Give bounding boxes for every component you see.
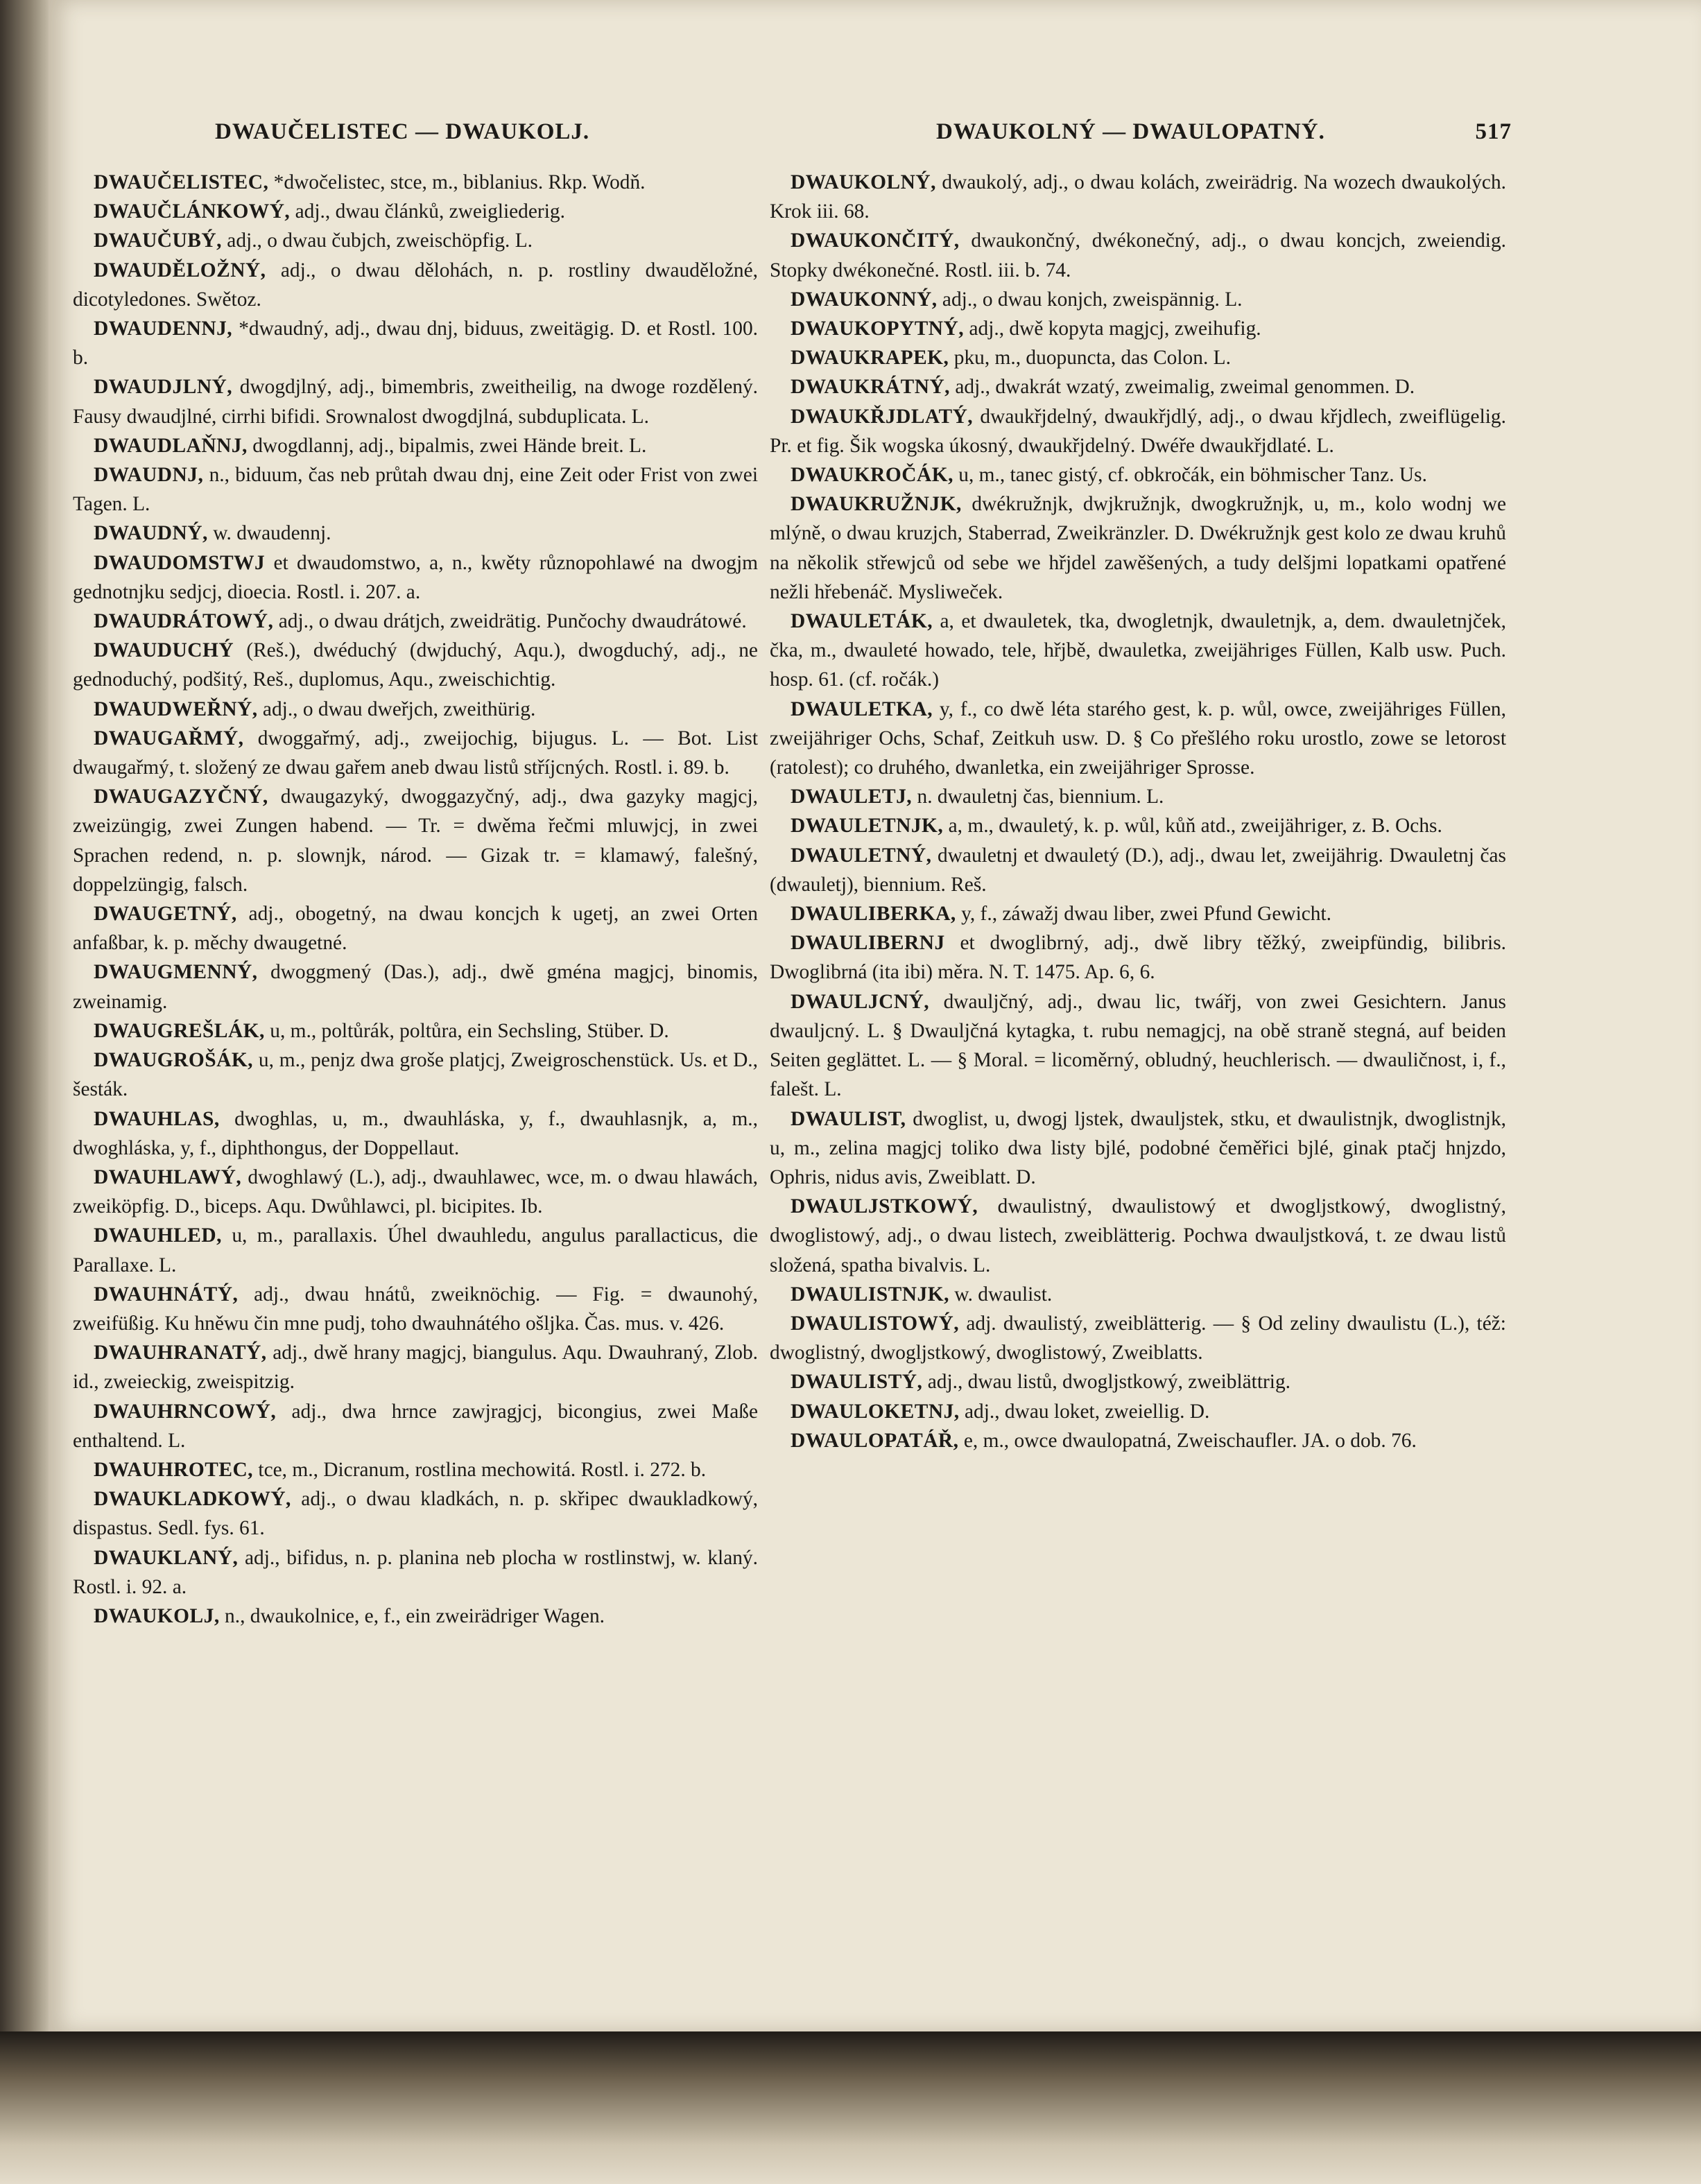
headword: DWAUKŘJDLATÝ, [791, 405, 974, 428]
entry [73, 1484, 758, 1543]
headword: DWAULIST, [791, 1107, 906, 1130]
entry [770, 607, 1506, 695]
headword: DWAUKLADKOWÝ, [94, 1488, 291, 1511]
entry-text: dwoglist, u, dwogj ljstek, dwauljstek, stku, et dwaulistnjk, dwoglistnjk, u, m., zelina magjcj toliko dwa listy bjlé, podobné čeměřici bjlé, ginak ptačj hnjzdo, Ophris, nidus avis, Zweiblatt. D. [770, 1107, 1506, 1188]
entry-text: dwaukončný, dwékonečný, adj., o dwau koncjch, zweiendig. Stopky dwékonečné. Rostl. iii. b. 74. [770, 229, 1506, 281]
headword: DWAUHRANATÝ, [94, 1342, 267, 1364]
entry-text: dwoggmený (Das.), adj., dwě gména magjcj, binomis, zweinamig. [73, 961, 758, 1013]
page-bottom-edge [0, 2031, 1701, 2184]
entry [770, 1280, 1506, 1309]
headword: DWAUDJLNÝ, [94, 376, 233, 399]
headword: DWAULIBERNJ [791, 932, 945, 955]
entry [770, 987, 1506, 1104]
headword: DWAUGAŘMÝ, [94, 727, 244, 749]
entry-text: dwoghlas, u, m., dwauhláska, y, f., dwauhlasnjk, a, m., dwoghláska, y, f., diphthongus, der Doppellaut. [73, 1107, 758, 1159]
entry-text: adj., bifidus, n. p. planina neb plocha w rostlinstwj, w. klaný. Rostl. i. 92. a. [73, 1546, 758, 1598]
entry-text: adj., dwau loket, zweiellig. D. [964, 1400, 1210, 1423]
headword: DWAUKRÁTNÝ, [791, 376, 951, 399]
entry-text: adj., o dwau drátjch, zweidrätig. Punčochy dwaudrátowé. [278, 610, 747, 633]
entry [770, 1367, 1506, 1396]
entry-text: dwogdjlný, adj., bimembris, zweitheilig, na dwoge rozdělený. Fausy dwaudjlné, cirrhi bifidi. Srownalost dwogdjlná, subduplicata. L. [73, 376, 758, 428]
headword: DWAULETNÝ, [791, 844, 932, 867]
entry [73, 197, 758, 226]
headword: DWAULISTOWÝ, [791, 1312, 960, 1335]
entry [73, 1397, 758, 1455]
entry [73, 431, 758, 460]
entry-text: u, m., penjz dwa groše platjcj, Zweigroschenstück. Us. et D., šesták. [73, 1049, 758, 1101]
headword: DWAUKRAPEK, [791, 347, 949, 370]
entry [770, 1309, 1506, 1367]
entry [73, 256, 758, 314]
entry [73, 636, 758, 694]
entry [770, 1426, 1506, 1455]
entry-text: adj., o dwau dweřjch, zweithürig. [262, 697, 536, 720]
headword: DWAUGMENNÝ, [94, 961, 258, 984]
headword: DWAUHRNCOWÝ, [94, 1400, 277, 1423]
entry [73, 1338, 758, 1396]
headword: DWAUHLAWÝ, [94, 1165, 242, 1188]
entry [73, 1104, 758, 1163]
entry-text: a, et dwauletek, tka, dwogletnjk, dwauletnjk, a, dem. dwauletnjček, čka, m., dwauleté howado, tele, hřjbě, dwauletka, zweijähriges Füllen, Kalb usw. Puch. hosp. 61. (cf. ročák.) [770, 610, 1506, 691]
entry [73, 372, 758, 431]
entry [73, 314, 758, 372]
entry [73, 695, 758, 724]
entry [73, 226, 758, 255]
headword: DWAUKONNÝ, [791, 288, 938, 311]
entry-text: dwaukřjdelný, dwaukřjdlý, adj., o dwau křjdlech, zweiflügelig. Pr. et fig. Šik wogska úkosný, dwaukřjdelný. Dwéře dwaukřjdlaté. L. [770, 405, 1506, 457]
entry [770, 811, 1506, 840]
entry-text: n., biduum, čas neb průtah dwau dnj, eine Zeit oder Frist von zwei Tagen. L. [73, 464, 758, 516]
headword: DWAULISTÝ, [791, 1371, 923, 1394]
entry [73, 519, 758, 548]
entry [770, 226, 1506, 284]
headword: DWAUKOPYTNÝ, [791, 318, 965, 340]
entry-text: dwoghlawý (L.), adj., dwauhlawec, wce, m. o dwau hlawách, zweiköpfig. D., biceps. Aqu. Dwůhlawci, pl. bicipites. Ib. [73, 1165, 758, 1218]
headword: DWAULETÁK, [791, 610, 933, 633]
entry [73, 1543, 758, 1602]
entry-text: w. dwaudennj. [213, 522, 331, 545]
headword: DWAUGROŠÁK, [94, 1049, 254, 1072]
right-column [770, 168, 1506, 1455]
headword: DWAUKOLJ, [94, 1604, 220, 1627]
book-gutter [0, 0, 55, 2184]
entry-text: adj., dwě hrany magjcj, biangulus. Aqu. Dwauhraný, Zlob. id., zweieckig, zweispitzig. [73, 1342, 758, 1394]
entry-text: adj., obogetný, na dwau koncjch k ugetj, an zwei Orten anfaßbar, k. p. měchy dwaugetné. [73, 903, 758, 955]
headword: DWAUHLED, [94, 1224, 222, 1247]
entry [770, 841, 1506, 899]
entry [73, 460, 758, 519]
entry-text: y, f., co dwě léta starého gest, k. p. wůl, owce, zweijähriges Füllen, zweijähriger Ochs, Schaf, Zeitkuh usw. D. § Co přešlého roku urostlo, zowe se letorost (ratolest); co druhého, dwanletka, ein zweijähriger Sprosse. [770, 697, 1506, 779]
entry-text: dwaugazyký, dwoggazyčný, adj., dwa gazyky magjcj, zweizüngig, zwei Zungen habend. — Tr. = dwěma řečmi mluwjcj, in zwei Sprachen redend, n. p. slownjk, národ. — Gizak tr. = klamawý, falešný, doppelzüngig, falsch. [73, 786, 758, 896]
headword: DWAUKROČÁK, [791, 464, 953, 487]
headword: DWAUKLANÝ, [94, 1546, 239, 1569]
headword: DWAUGREŠLÁK, [94, 1019, 265, 1042]
entry [73, 724, 758, 782]
headword: DWAUČUBÝ, [94, 229, 222, 252]
entry-text: dwogdlannj, adj., bipalmis, zwei Hände breit. L. [252, 434, 647, 457]
running-head-left: DWAUČELISTEC — DWAUKOLJ. [215, 119, 590, 144]
entry [770, 1192, 1506, 1280]
entry [770, 928, 1506, 987]
headword: DWAUČLÁNKOWÝ, [94, 200, 291, 223]
entry-text: y, f., záwažj dwau liber, zwei Pfund Gewicht. [961, 903, 1332, 926]
headword: DWAUGETNÝ, [94, 903, 237, 926]
headword: DWAUDNJ, [94, 464, 204, 487]
entry [73, 1163, 758, 1221]
left-column [73, 168, 758, 1631]
entry [73, 607, 758, 636]
entry-text: adj., dwau článků, zweigliederig. [295, 200, 565, 223]
entry [73, 1221, 758, 1279]
entry-text: et dwoglibrný, adj., dwě libry těžký, zweipfündig, bilibris. Dwoglibrná (ita ibi) měra. N. T. 1475. Ap. 6, 6. [770, 932, 1506, 984]
entry-text: adj., dwě kopyta magjcj, zweihufig. [969, 318, 1261, 340]
entry-text: adj., dwau listů, dwogljstkowý, zweiblättrig. [927, 1371, 1290, 1394]
headword: DWAULISTNJK, [791, 1283, 949, 1306]
headword: DWAULJCNÝ, [791, 990, 930, 1013]
entry-text: a, m., dwauletý, k. p. wůl, kůň atd., zweijähriger, z. B. Ochs. [948, 815, 1442, 838]
entry [770, 460, 1506, 489]
headword: DWAUKRUŽNJK, [791, 493, 962, 516]
headword: DWAUHLAS, [94, 1107, 220, 1130]
headword: DWAUKOLNÝ, [791, 171, 936, 193]
headword: DWAUGAZYČNÝ, [94, 786, 268, 808]
entry-text: *dwaudný, adj., dwau dnj, biduus, zweitägig. D. et Rostl. 100. b. [73, 318, 758, 370]
headword: DWAUČELISTEC, [94, 171, 269, 193]
entry-text: et dwaudomstwo, a, n., kwěty různopohlawé na dwogjm gednotnjku sedjcj, dioecia. Rostl. i. 207. a. [73, 551, 758, 603]
entry-text: n., dwaukolnice, e, f., ein zweirädriger Wagen. [225, 1604, 605, 1627]
entry [770, 343, 1506, 372]
headword: DWAUHROTEC, [94, 1458, 254, 1481]
entry [73, 1455, 758, 1484]
entry-text: u, m., tanec gistý, cf. obkročák, ein böhmischer Tanz. Us. [958, 464, 1427, 487]
entry [770, 372, 1506, 401]
entry-text: w. dwaulist. [954, 1283, 1053, 1306]
entry [73, 1602, 758, 1631]
entry-text: adj., o dwau kladkách, n. p. skřipec dwaukladkowý, dispastus. Sedl. fys. 61. [73, 1488, 758, 1540]
entry-text: adj. dwaulistý, zweiblätterig. — § Od zeliny dwaulistu (L.), též: dwoglistný, dwogljstkowý, dwoglistowý, Zweiblatts. [770, 1312, 1506, 1364]
headword: DWAULIBERKA, [791, 903, 956, 926]
entry [770, 285, 1506, 314]
headword: DWAULJSTKOWÝ, [791, 1195, 978, 1218]
entry-text: u, m., poltůrák, poltůra, ein Sechsling, Stüber. D. [270, 1019, 669, 1042]
entry [770, 782, 1506, 811]
headword: DWAUDWEŘNÝ, [94, 697, 258, 720]
headword: DWAULETNJK, [791, 815, 944, 838]
entry [73, 168, 758, 197]
headword: DWAUDENNJ, [94, 318, 233, 340]
entry-text: n. dwauletnj čas, biennium. L. [917, 786, 1164, 808]
headword: DWAUDUCHÝ [94, 639, 234, 662]
entry [770, 1397, 1506, 1426]
entry [73, 957, 758, 1016]
entry-text: tce, m., Dicranum, rostlina mechowitá. Rostl. i. 272. b. [258, 1458, 707, 1481]
entry-text: dwauljčný, adj., dwau lic, twářj, von zwei Gesichtern. Janus dwauljcný. L. § Dwauljčná kytagka, t. rubu nemagjcj, na obě straně stegná, auf beiden Seiten geglättet. L. — § Moral. = licoměrný, obludný, heuchlerisch. — dwauličnost, i, f., falešt. L. [770, 990, 1506, 1101]
headword: DWAULOKETNJ, [791, 1400, 960, 1423]
entry-text: dwaukolý, adj., o dwau kolách, zweirädrig. Na wozech dwaukolých. Krok iii. 68. [770, 171, 1506, 223]
entry-text: adj., dwakrát wzatý, zweimalig, zweimal genommen. D. [955, 376, 1415, 399]
headword: DWAUDLAŇNJ, [94, 434, 248, 457]
entry-text: dwékružnjk, dwjkružnjk, dwogkružnjk, u, m., kolo wodnj we mlýně, o dwau kruzjch, Staberrad, Zweikränzler. D. Dwékružnjk gest kolo ze dwau kruhů na několik střewjců od sebe we hřjdel zawěšených, a tudy delšjmi lopatkami opatřené nežli hřebenáč. Mysliweček. [770, 493, 1506, 603]
entry [770, 899, 1506, 928]
entry [770, 695, 1506, 783]
headword: DWAULETJ, [791, 786, 913, 808]
entry [73, 1280, 758, 1338]
headword: DWAULETKA, [791, 697, 933, 720]
entry [73, 899, 758, 957]
headword: DWAULOPATÁŘ, [791, 1429, 959, 1452]
headword: DWAUDĚLOŽNÝ, [94, 259, 266, 281]
entry-text: u, m., parallaxis. Úhel dwauhledu, angulus parallacticus, die Parallaxe. L. [73, 1224, 758, 1276]
headword: DWAUDRÁTOWÝ, [94, 610, 274, 633]
entry [770, 314, 1506, 343]
headword: DWAUHNÁTÝ, [94, 1283, 239, 1306]
entry-text: adj., o dwau dělohách, n. p. rostliny dwauděložné, dicotyledones. Swětoz. [73, 259, 758, 311]
entry-text: (Reš.), dwéduchý (dwjduchý, Aqu.), dwogduchý, adj., ne gednoduchý, podšitý, Reš., duplomus, Aqu., zweischichtig. [73, 639, 758, 691]
entry-text: adj., dwau hnátů, zweiknöchig. — Fig. = dwaunohý, zweifüßig. Ku hněwu čin mne pudj, toho dwauhnátého ošljka. Čas. mus. v. 426. [73, 1283, 758, 1335]
entry-text: e, m., owce dwaulopatná, Zweischaufler. JA. o dob. 76. [963, 1429, 1417, 1452]
entry-text: dwaulistný, dwaulistowý et dwogljstkowý, dwoglistný, dwoglistowý, adj., o dwau listech, zweiblätterig. Pochwa dwauljstková, t. ze dwau listů složená, spatha bivalvis. L. [770, 1195, 1506, 1276]
page-number: 517 [1475, 119, 1512, 144]
entry [770, 402, 1506, 460]
entry [73, 548, 758, 607]
entry [770, 168, 1506, 226]
headword: DWAUKONČITÝ, [791, 229, 960, 252]
running-head-right: DWAUKOLNÝ — DWAULOPATNÝ. [936, 119, 1325, 144]
entry [770, 489, 1506, 607]
entry-text: adj., dwa hrnce zawjragjcj, bicongius, zwei Maße enthaltend. L. [73, 1400, 758, 1452]
entry-text: adj., o dwau čubjch, zweischöpfig. L. [227, 229, 533, 252]
entry-text: dwauletnj et dwauletý (D.), adj., dwau let, zweijährig. Dwauletnj čas (dwauletj), biennium. Reš. [770, 844, 1506, 896]
entry-text: pku, m., duopuncta, das Colon. L. [953, 347, 1231, 370]
entry-text: dwoggařmý, adj., zweijochig, bijugus. L. — Bot. List dwaugařmý, t. složený ze dwau gařem aneb dwau listů stříjcných. Rostl. i. 89. b. [73, 727, 758, 779]
entry [73, 1046, 758, 1104]
headword: DWAUDOMSTWJ [94, 551, 266, 574]
entry [73, 782, 758, 899]
entry-text: adj., o dwau konjch, zweispännig. L. [942, 288, 1243, 311]
headword: DWAUDNÝ, [94, 522, 208, 545]
entry [73, 1016, 758, 1046]
entry [770, 1104, 1506, 1193]
entry-text: *dwočelistec, stce, m., biblanius. Rkp. Wodň. [273, 171, 646, 193]
